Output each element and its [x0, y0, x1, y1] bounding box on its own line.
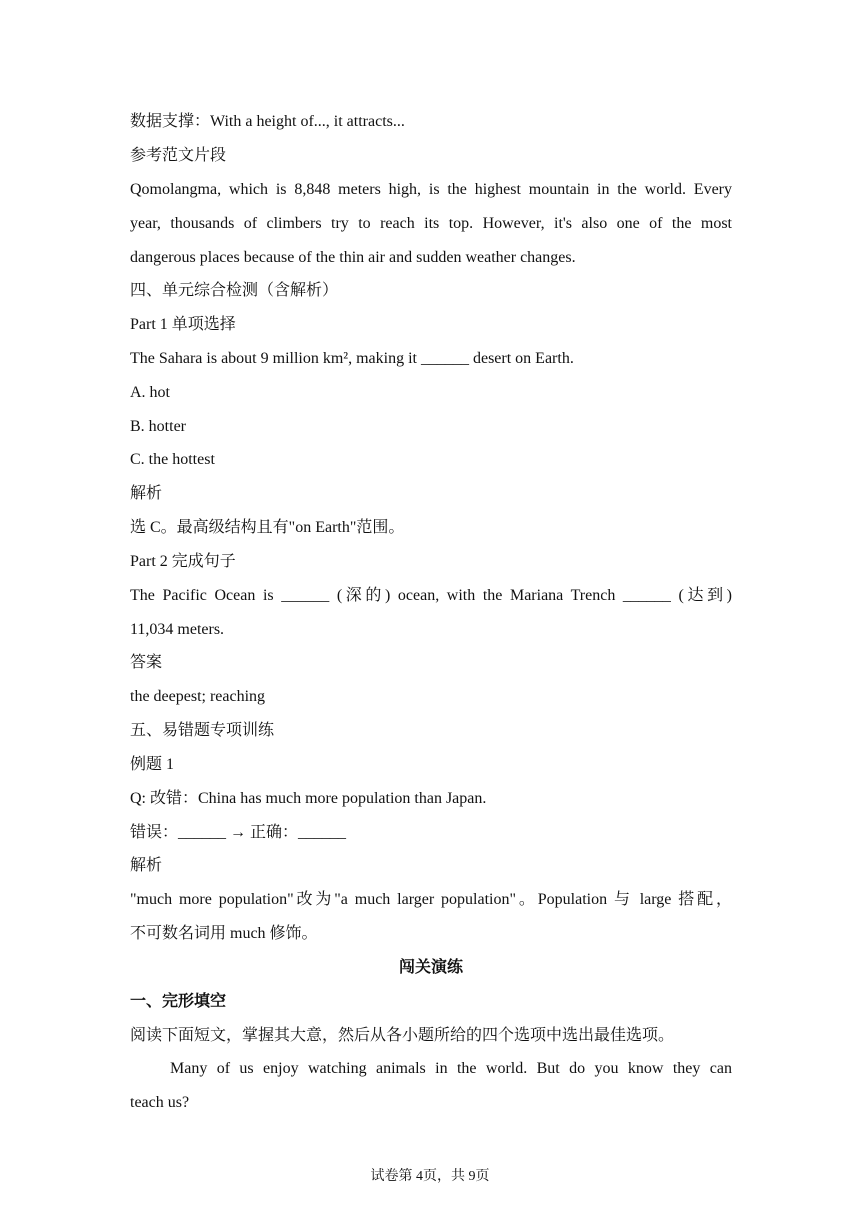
cloze-instructions: 阅读下面短文，掌握其大意，然后从各小题所给的四个选项中选出最佳选项。 — [130, 1027, 675, 1044]
answer-label: 答案 — [130, 654, 163, 671]
line-sample-1: Qomolangma, which is 8,848 meters high, is the highest mountain in the world. Every — [130, 181, 732, 198]
option-c: C. the hottest — [130, 451, 215, 468]
option-b: B. hotter — [130, 418, 186, 435]
answer-text: the deepest; reaching — [130, 688, 266, 705]
cloze-heading: 一、完形填空 — [130, 993, 227, 1010]
part-1-heading: Part 1 单项选择 — [130, 316, 236, 333]
practice-title: 闯关演练 — [398, 959, 463, 976]
line-sample-2: year, thousands of climbers try to reach its top. However, it's also one of the most — [130, 215, 732, 232]
section-heading-5: 五、易错题专项训练 — [130, 722, 275, 739]
question-pacific-2: 11,034 meters. — [130, 621, 225, 638]
page-footer: 试卷第 4页，共 9页 — [370, 1169, 490, 1184]
analysis-text-1: 选 C。最高级结构且有"on Earth"范围。 — [130, 519, 405, 536]
question-pacific-1: The Pacific Ocean is ______ (深的) ocean, with the Mariana Trench ______ (达到) — [130, 587, 732, 604]
line-data-support: 数据支撑：With a height of..., it attracts... — [130, 113, 405, 130]
part-2-heading: Part 2 完成句子 — [130, 553, 236, 570]
analysis-text-2a: "much more population"改为"a much larger population"。Population 与 large 搭配， — [130, 891, 732, 908]
analysis-text-2b: 不可数名词用 much 修饰。 — [130, 925, 318, 942]
example-label: 例题 1 — [130, 756, 175, 773]
example-correction: 错误：______ → 正确：______ — [130, 824, 347, 841]
option-a: A. hot — [130, 384, 170, 401]
analysis-label-2: 解析 — [130, 857, 163, 874]
line-sample-3: dangerous places because of the thin air and sudden weather changes. — [130, 249, 576, 266]
question-sahara: The Sahara is about 9 million km², making it ______ desert on Earth. — [130, 350, 574, 367]
passage-line-2: teach us? — [130, 1094, 190, 1111]
passage-line-1: Many of us enjoy watching animals in the world. But do you know they can — [170, 1060, 732, 1077]
example-question: Q: 改错：China has much more population than Japan. — [130, 790, 487, 807]
section-heading-4: 四、单元综合检测（含解析） — [130, 282, 339, 299]
analysis-label-1: 解析 — [130, 485, 163, 502]
line-sample-heading: 参考范文片段 — [130, 147, 227, 164]
